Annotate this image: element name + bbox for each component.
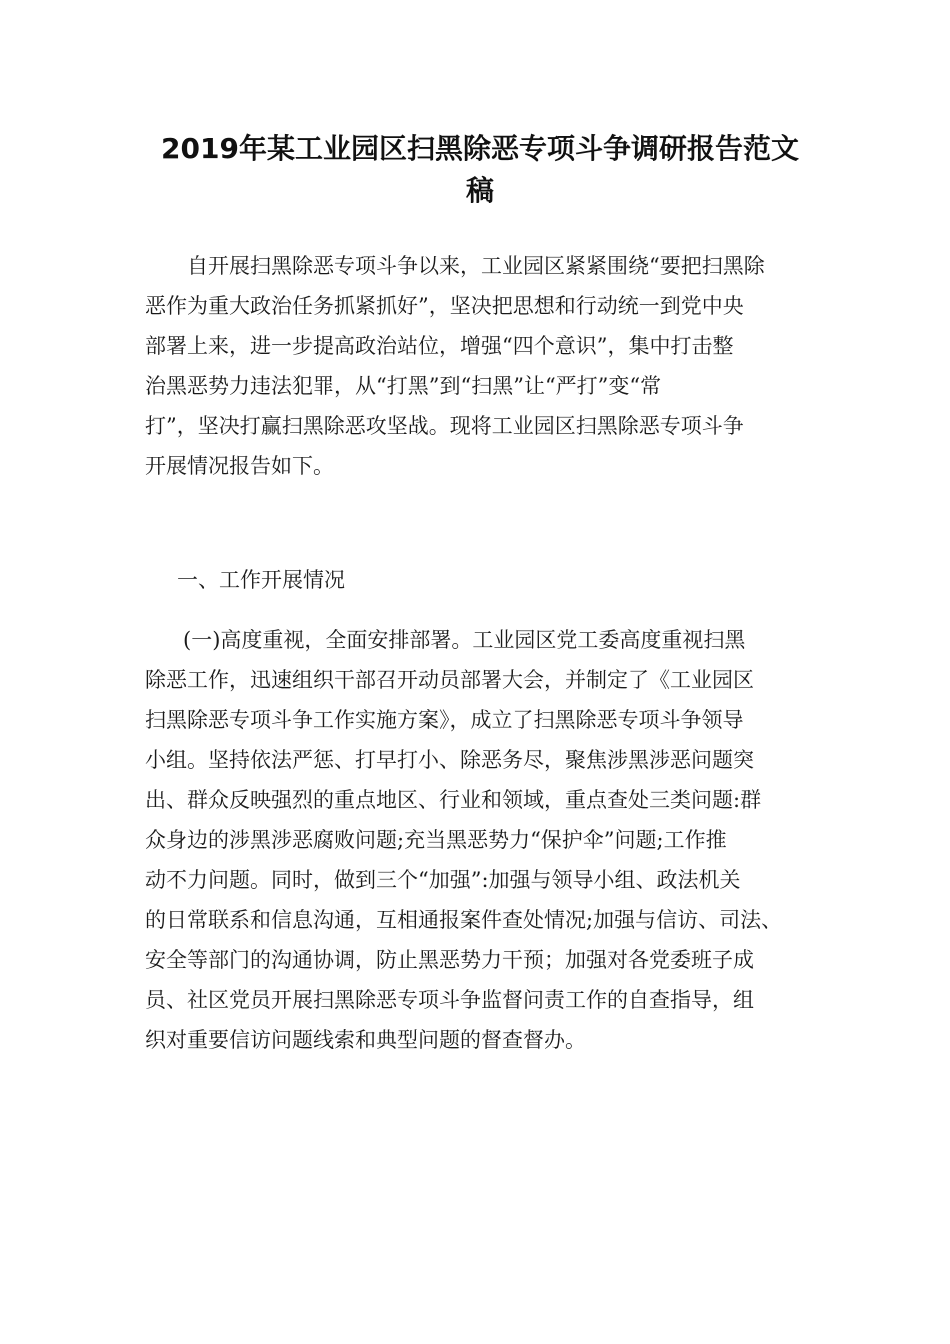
title-line: 稿 xyxy=(465,174,494,207)
paragraph-line: 扫黑除恶专项斗争工作实施方案》，成立了扫黑除恶专项斗争领导 xyxy=(145,708,744,732)
paragraph-line: 治黑恶势力违法犯罪，从“打黑”到“扫黑”让“严打”变“常 xyxy=(145,374,662,398)
section-heading-text: 一、工作开展情况 xyxy=(177,568,345,592)
paragraph-line: 部署上来，进一步提高政治站位，增强“四个意识”，集中打击整 xyxy=(145,334,734,358)
paragraph-line: 织对重要信访问题线索和典型问题的督查督办。 xyxy=(145,1028,586,1052)
intro-paragraph xyxy=(145,246,821,486)
paragraph-line: (一)高度重视，全面安排部署。工业园区党工委高度重视扫黑 xyxy=(183,628,746,652)
paragraph-line: 的日常联系和信息沟通，互相通报案件查处情况;加强与信访、司法、 xyxy=(145,908,783,932)
paragraph-line: 自开展扫黑除恶专项斗争以来，工业园区紧紧围绕“要把扫黑除 xyxy=(187,254,765,278)
paragraph-line: 出、群众反映强烈的重点地区、行业和领域，重点查处三类问题:群 xyxy=(145,788,762,812)
title-line: 2019年某工业园区扫黑除恶专项斗争调研报告范文 xyxy=(161,132,799,165)
paragraph-line: 开展情况报告如下。 xyxy=(145,454,334,478)
section-heading xyxy=(145,560,821,600)
document-title xyxy=(140,128,820,212)
paragraph-line: 除恶工作，迅速组织干部召开动员部署大会，并制定了《工业园区 xyxy=(145,668,754,692)
item-one-paragraph xyxy=(145,620,821,1060)
paragraph-line: 打”，坚决打赢扫黑除恶攻坚战。现将工业园区扫黑除恶专项斗争 xyxy=(145,414,744,438)
paragraph-line: 恶作为重大政治任务抓紧抓好”，坚决把思想和行动统一到党中央 xyxy=(145,294,744,318)
paragraph-line: 小组。坚持依法严惩、打早打小、除恶务尽，聚焦涉黑涉恶问题突 xyxy=(145,748,754,772)
paragraph-line: 动不力问题。同时，做到三个“加强”:加强与领导小组、政法机关 xyxy=(145,868,741,892)
paragraph-line: 安全等部门的沟通协调，防止黑恶势力干预；加强对各党委班子成 xyxy=(145,948,754,972)
paragraph-line: 员、社区党员开展扫黑除恶专项斗争监督问责工作的自查指导，组 xyxy=(145,988,754,1012)
paragraph-line: 众身边的涉黑涉恶腐败问题;充当黑恶势力“保护伞”问题;工作推 xyxy=(145,828,727,852)
